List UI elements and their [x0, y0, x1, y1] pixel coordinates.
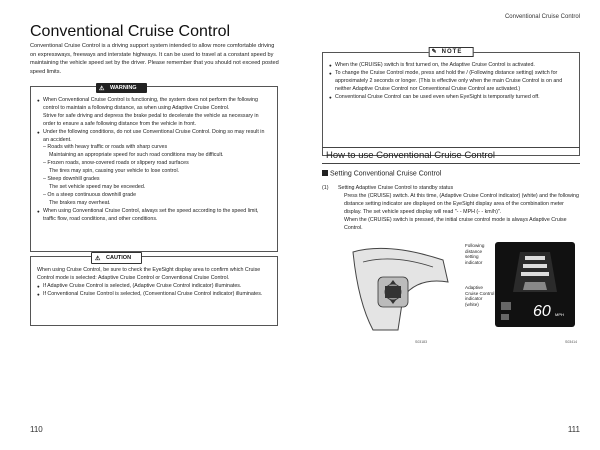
warning-badge — [96, 83, 147, 93]
warning-label: WARNING — [110, 85, 137, 91]
right-page — [300, 0, 600, 450]
note-badge — [429, 47, 474, 57]
caution-item: ● If Adaptive Cruise Control is selected, (Adaptive Cruise Control indicator) illuminates. — [37, 283, 271, 291]
condition-detail: The brakes may overheat. — [49, 199, 111, 206]
square-bullet-icon — [322, 170, 328, 176]
howto-heading: How to use Conventional Cruise Control — [322, 147, 580, 164]
warning-body — [37, 97, 271, 224]
page-number-right: 111 — [567, 425, 580, 434]
pencil-icon: ✎ — [431, 49, 438, 55]
section-title-text: Setting Conventional Cruise Control — [330, 170, 442, 178]
condition-item: – Steep downhill grades — [43, 176, 100, 183]
step-text: When the (CRUISE) switch is pressed, the initial cruise control mode is always Adaptive Cruise Control. — [344, 217, 567, 231]
note-label: NOTE — [441, 49, 463, 55]
warning-triangle-icon: ⚠ — [99, 85, 105, 92]
caution-label: CAUTION — [106, 255, 132, 261]
note-item: ● To change the Cruise Control mode, press and hold the / (Following distance setting) switch for approximately 2 seconds or longer. (This is effective only when the main Cruise Control is on and neither Adaptive Cruise Control nor Conventional Cruise Control are activated.) — [329, 70, 573, 94]
figure-code-left: S03183 — [415, 340, 428, 344]
caution-text: When using Cruise Control, be sure to check the EyeSight display area to confirm which Cruise Control mode is selected: Adaptive Cruise Control or Conventional Cruise Control. — [37, 267, 261, 281]
condition-item: – Roads with heavy traffic or roads with sharp curves — [43, 144, 168, 151]
warning-item: ● Under the following conditions, do not use Conventional Cruise Control. Doing so may result in an accident. — [37, 129, 271, 145]
caution-triangle-icon: ⚠ — [95, 255, 101, 262]
condition-detail: The tires may spin, causing your vehicle to lose control. — [49, 168, 180, 175]
warning-item: ● When using Conventional Cruise Control, always set the speed according to the speed limit, traffic flow, road conditions, and other conditions. — [37, 208, 271, 224]
meter-unit: MPH — [555, 312, 564, 317]
warning-item: Strive for safe driving and depress the brake pedal to decelerate the vehicle as necessary in order to ensure a safe following distance from the vehicle in front. — [43, 112, 259, 127]
note-item: ● Conventional Cruise Control can be used even when EyeSight is temporarily turned off. — [329, 94, 573, 102]
running-header: Conventional Cruise Control — [504, 14, 580, 20]
step-number: (1) — [322, 185, 329, 191]
condition-item: – Frozen roads, snow-covered roads or slippery road surfaces — [43, 160, 189, 167]
caution-body — [37, 267, 271, 299]
page-number-left: 110 — [30, 425, 43, 434]
steering-wheel-illustration — [348, 242, 458, 332]
condition-detail: The set vehicle speed may be exceeded. — [49, 183, 146, 190]
label-acc-indicator: Adaptive Cruise Control indicator (white) — [465, 285, 495, 307]
caution-item: ● If Conventional Cruise Control is selected, (Conventional Cruise Control indicator) illuminates. — [37, 291, 271, 299]
note-box — [322, 49, 580, 156]
warning-item: ● When Conventional Cruise Control is functioning, the system does not perform the following control to maintain a following distance, as when using Adaptive Cruise Control. — [37, 97, 271, 113]
intro-paragraph: Conventional Cruise Control is a driving support system intended to allow more comfortable driving on expressways, freeways and interstate highways. It can be used to travel at a constant speed by maintaining the vehicle speed set by the driver. Please remember that you should not exceed posted speed limits. — [30, 43, 279, 75]
caution-box — [30, 256, 278, 326]
page-title: Conventional Cruise Control — [30, 23, 231, 40]
step-text: Press the (CRUISE) switch. At this time, (Adaptive Cruise Control indicator) (white) and the following distance setting indicator are displayed on the EyeSight display area of the combination meter display. The set vehicle speed display will read "- - MPH (- - km/h)". — [344, 193, 579, 215]
note-item: ● When the (CRUISE) switch is first turned on, the Adaptive Cruise Control is activated. — [329, 62, 573, 70]
note-body — [329, 62, 573, 102]
label-following-distance: Following distance setting indicator — [465, 243, 485, 265]
caution-badge — [91, 252, 142, 264]
warning-box — [30, 86, 278, 252]
section-title — [322, 170, 441, 178]
condition-detail: Maintaining an appropriate speed for such road conditions may be difficult. — [49, 152, 224, 159]
meter-illustration — [495, 242, 575, 327]
condition-item: – On a steep continuous downhill grade — [43, 191, 137, 198]
step-heading: Setting Adaptive Cruise Control to standby status — [338, 185, 454, 191]
meter-speed: 60 — [533, 303, 551, 320]
step-list — [322, 184, 582, 232]
figure-code-right: S03414 — [565, 340, 578, 344]
